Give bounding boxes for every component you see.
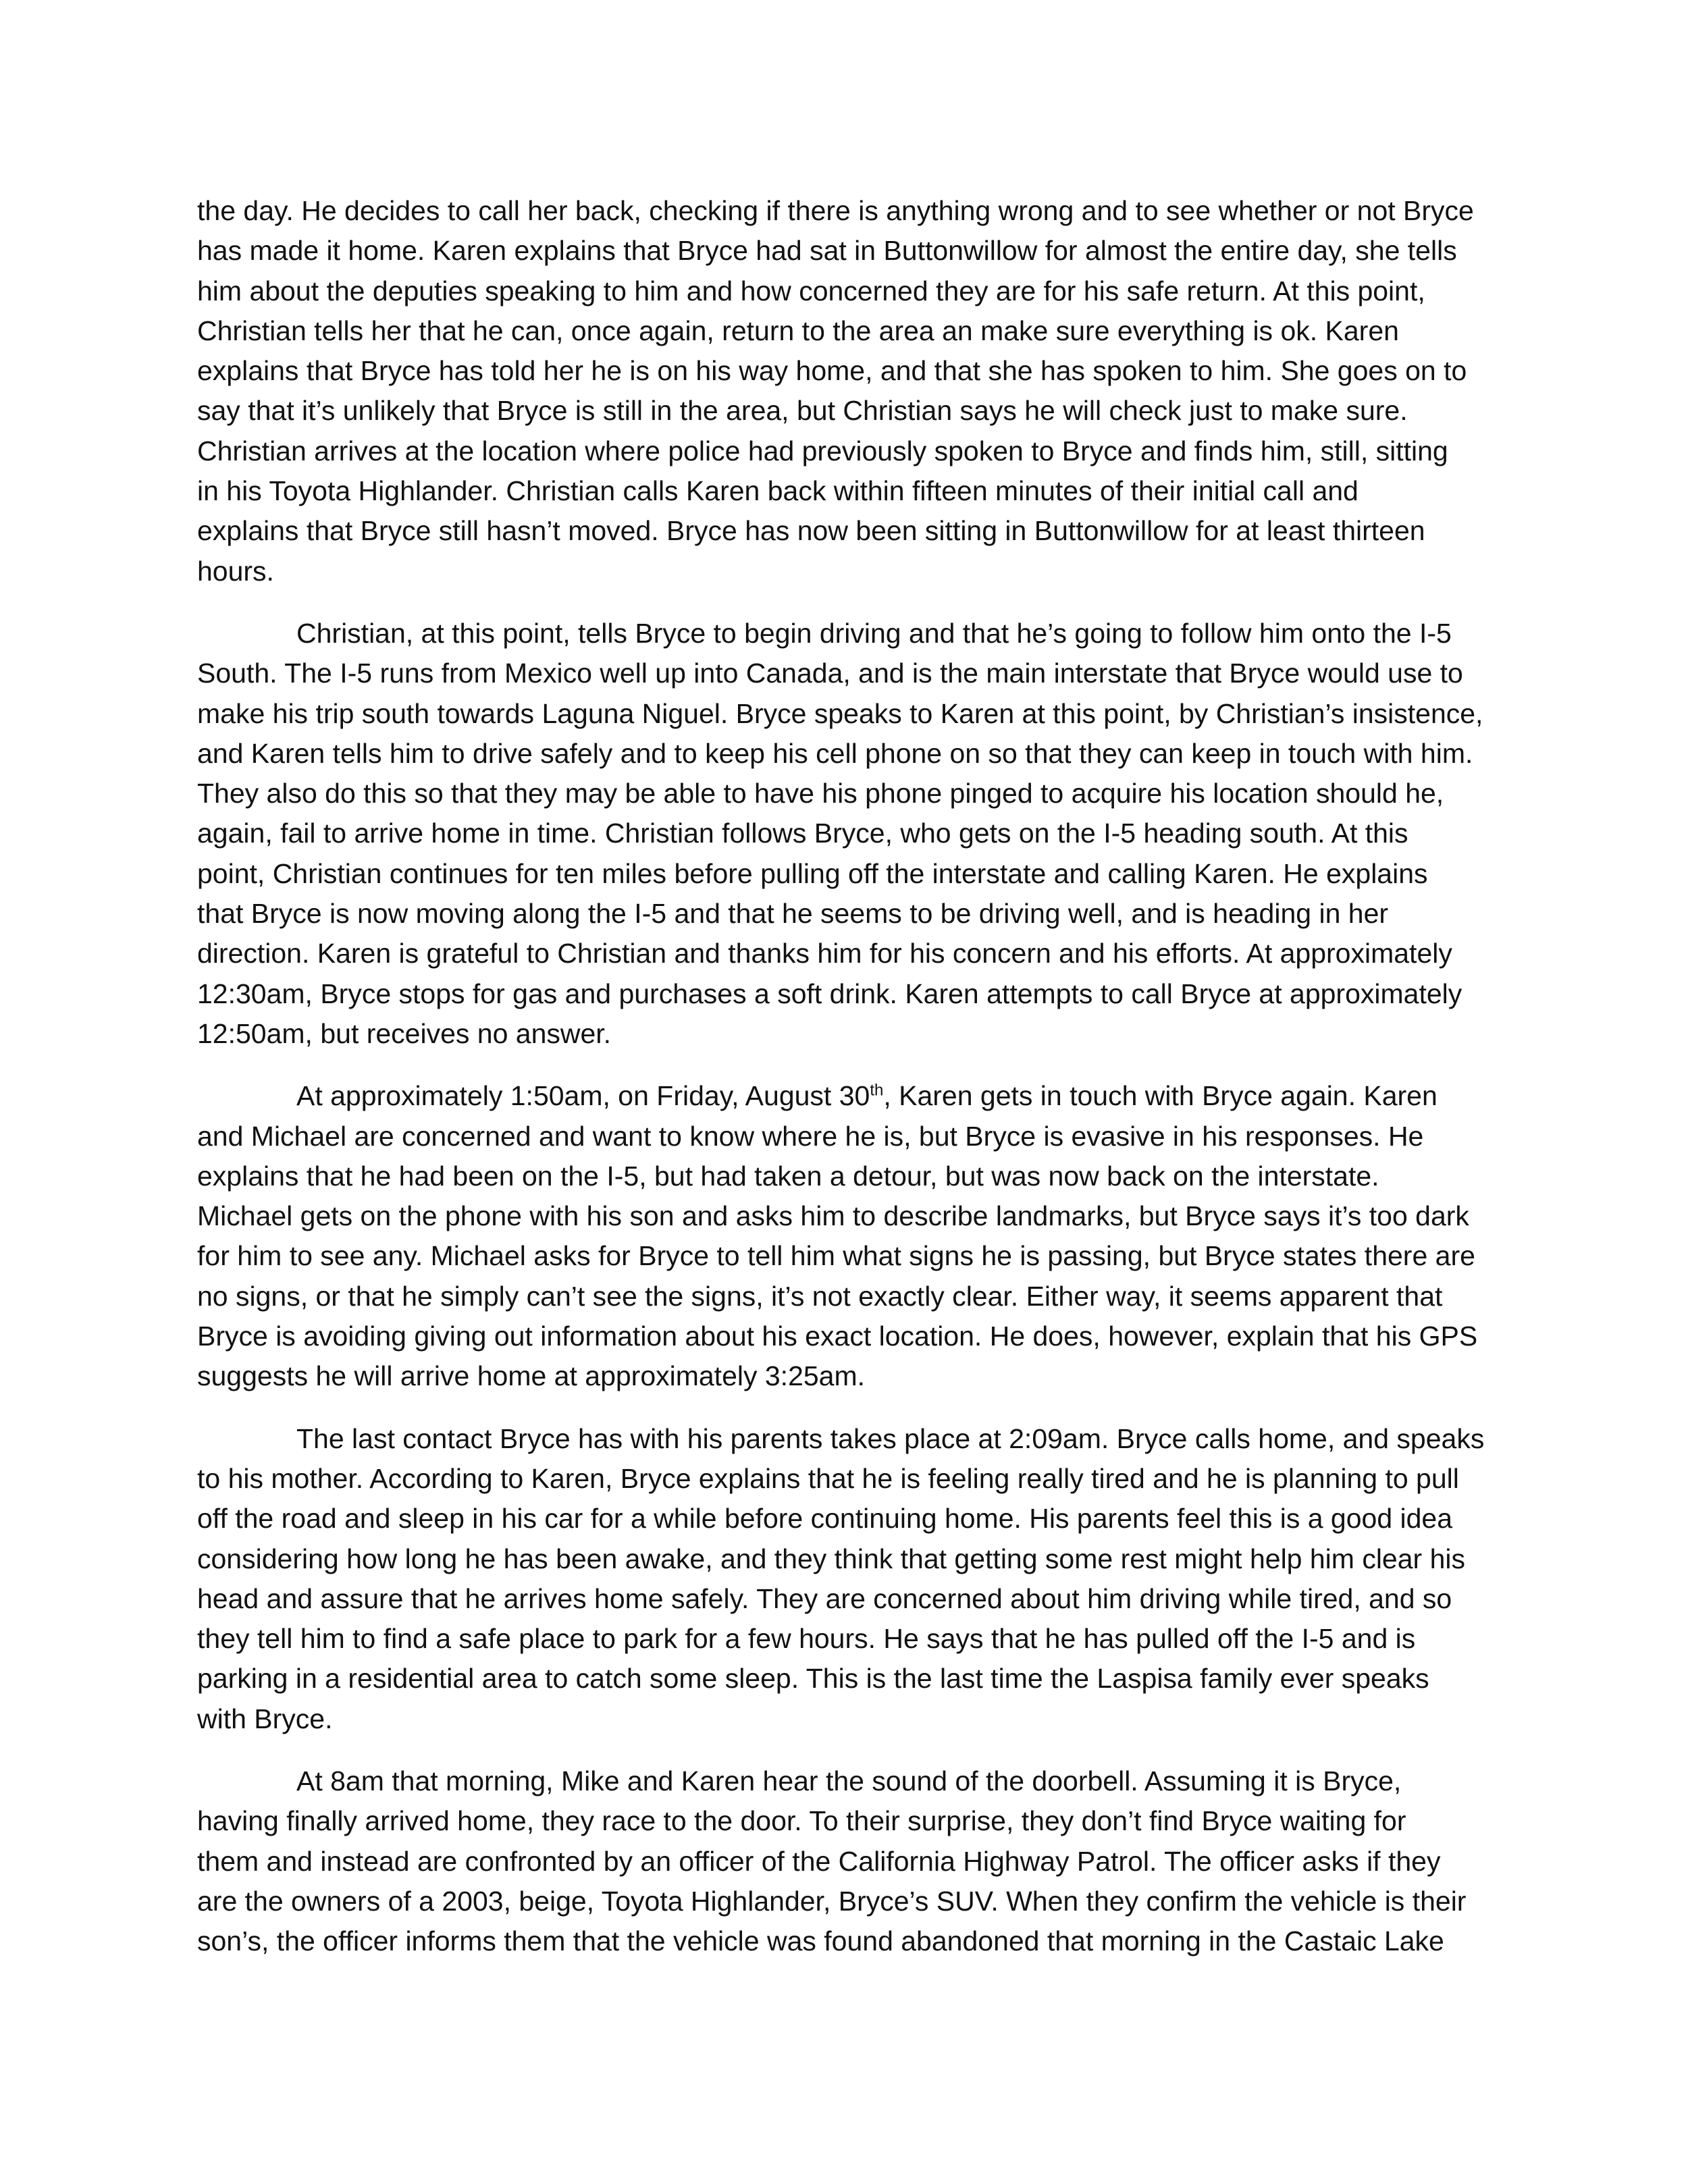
paragraph-text: , Karen gets in touch with Bryce again. Karen and Michael are concerned and want to know where he is, but Bryce is evasive in his responses. He explains that he had been on the I-5, but had taken a detour, but was now back on the interstate. Michael gets on the phone with his son and asks him to describe landmarks, but Bryce says it’s too dark for him to see any. Michael asks for Bryce to tell him what signs he is passing, but Bryce states there are no signs, or that he simply can’t see the signs, it’s not exactly clear. Either way, it seems apparent that Bryce is avoiding giving out information about his exact location. He does, however, explain that his GPS suggests he will arrive home at approximately 3:25am.: [197, 1080, 1478, 1392]
paragraph: [197, 1076, 1497, 1396]
paragraph: the day. He decides to call her back, checking if there is anything wrong and to see whether or not Bryce has made it home. Karen explains that Bryce had sat in Buttonwillow for almost the entire day, she tells him about the deputies speaking to him and how concerned they are for his safe return. At this point, Christian tells her that he can, once again, return to the area an make sure everything is ok. Karen explains that Bryce has told her he is on his way home, and that she has spoken to him. She goes on to say that it’s unlikely that Bryce is still in the area, but Christian says he will check just to make sure. Christian arrives at the location where police had previously spoken to Bryce and finds him, still, sitting in his Toyota Highlander. Christian calls Karen back within fifteen minutes of their initial call and explains that Bryce still hasn’t moved. Bryce has now been sitting in Buttonwillow for at least thirteen hours.: [197, 195, 1474, 587]
ordinal-suffix: th: [870, 1081, 884, 1100]
paragraph: Christian, at this point, tells Bryce to begin driving and that he’s going to follow him onto the I-5 South. The I-5 runs from Mexico well up into Canada, and is the main interstate that Bryce would use to make his trip south towards Laguna Niguel. Bryce speaks to Karen at this point, by Christian’s insistence, and Karen tells him to drive safely and to keep his cell phone on so that they can keep in touch with him. They also do this so that they may be able to have his phone pinged to acquire his location should he, again, fail to arrive home in time. Christian follows Bryce, who gets on the I-5 heading south. At this point, Christian continues for ten miles before pulling off the interstate and calling Karen. He explains that Bryce is now moving along the I-5 and that he seems to be driving well, and is heading in her direction. Karen is grateful to Christian and thanks him for his concern and his efforts. At approximately 12:30am, Bryce stops for gas and purchases a soft drink. Karen attempts to call Bryce at approximately 12:50am, but receives no answer.: [197, 617, 1483, 1049]
paragraph: The last contact Bryce has with his parents takes place at 2:09am. Bryce calls home, and speaks to his mother. According to Karen, Bryce explains that he is feeling really tired and he is planning to pull off the road and sleep in his car for a while before continuing home. His parents feel this is a good idea considering how long he has been awake, and they think that getting some rest might help him clear his head and assure that he arrives home safely. They are concerned about him driving while tired, and so they tell him to find a safe place to park for a few hours. He says that he has pulled off the I-5 and is parking in a residential area to catch some sleep. This is the last time the Laspisa family ever speaks with Bryce.: [197, 1422, 1485, 1734]
paragraph: At 8am that morning, Mike and Karen hear the sound of the doorbell. Assuming it is Bryce, having finally arrived home, they race to the door. To their surprise, they don’t find Bryce waiting for them and instead are confronted by an officer of the California Highway Patrol. The officer asks if they are the owners of a 2003, beige, Toyota Highlander, Bryce’s SUV. When they confirm the vehicle is their son’s, the officer informs them that the vehicle was found abandoned that morning in the Castaic Lake: [197, 1765, 1467, 1957]
paragraph-text: At approximately 1:50am, on Friday, August 30: [296, 1080, 870, 1112]
body-text: [197, 191, 1497, 1983]
